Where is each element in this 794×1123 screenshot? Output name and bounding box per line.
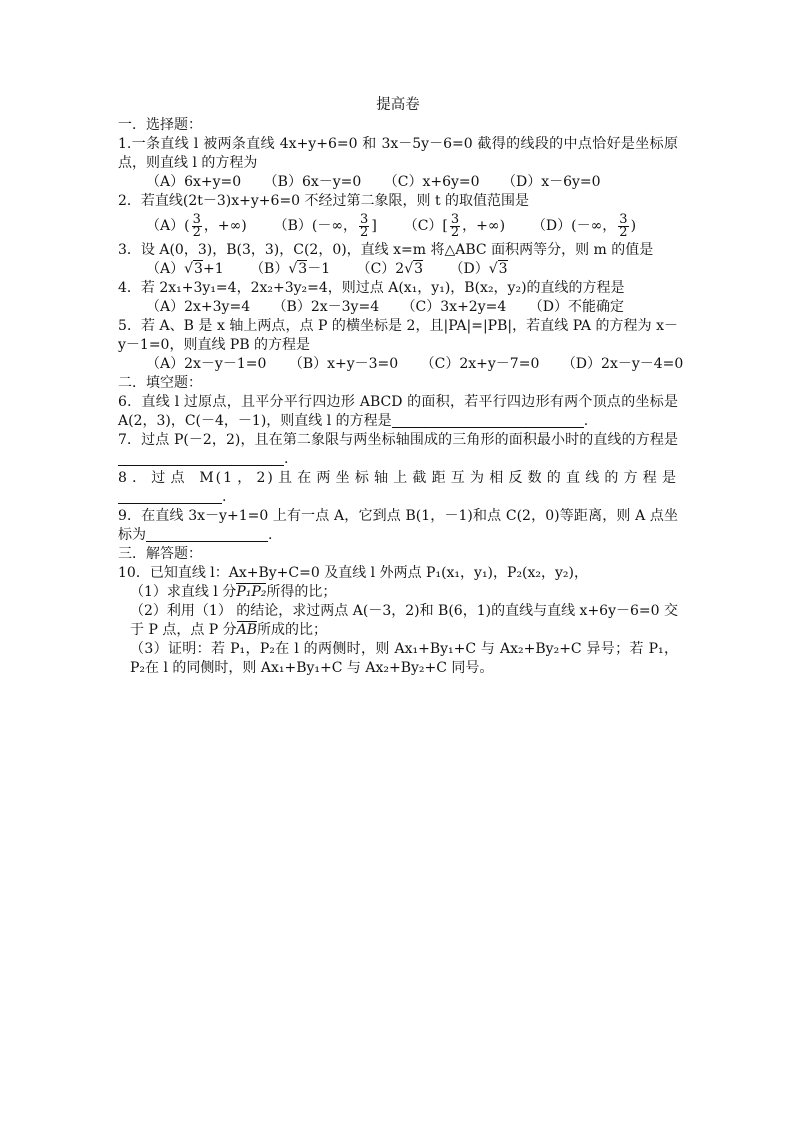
option-b: （B）(－∞， $\frac{3}{2}$ ] <box>273 211 377 240</box>
option-c: （C）3x+2y=4 <box>401 299 507 315</box>
question-3-options <box>118 260 678 279</box>
option-b: （B）6x－y=0 <box>263 174 362 190</box>
question-4-options <box>118 298 678 317</box>
option-a: （A）√3+1 <box>146 261 224 277</box>
question-5-options <box>118 355 684 374</box>
question-9: 9．在直线 3x－y+1=0 上有一点 A，它到点 B(1，－1)和点 C(2，0)等距离，则 A 点坐标为 . <box>118 508 678 543</box>
option-d: （D）2x－y－4=0 <box>561 356 684 372</box>
option-a: （A）( $\frac{3}{2}$ ，+∞) <box>146 211 247 240</box>
fraction: $\frac{3}{2}$ <box>450 211 460 240</box>
option-b: （B）x+y－3=0 <box>288 356 399 372</box>
section-heading-fill: 二．填空题： <box>118 375 202 391</box>
question-4: 4．若 2x₁+3y₁=4，2x₂+3y₂=4，则过点 A(x₁，y₁)，B(x₂，y₂)的直线的方程是 <box>118 280 625 296</box>
exam-page <box>118 96 684 678</box>
option-c: （C）x+6y=0 <box>383 174 480 190</box>
page-title: 提高卷 <box>376 97 420 113</box>
question-8: 8．过点 M(1，2)且在两坐标轴上截距互为相反数的直线的方程是. <box>118 470 678 505</box>
section-heading-solve: 三．解答题： <box>118 546 202 562</box>
answer-blank[interactable] <box>392 413 584 428</box>
option-c: （C）2x+y－7=0 <box>420 356 540 372</box>
option-b: （B）2x－3y=4 <box>272 299 380 315</box>
fraction: $\frac{3}{2}$ <box>619 211 628 240</box>
option-c: （C）2√3 <box>356 261 424 277</box>
question-10: 10．已知直线 l：Ax+By+C=0 及直线 l 外两点 P₁(x₁，y₁)，P₂(x₂，y₂)， <box>118 565 589 581</box>
question-10-part-3: （3）证明：若 P₁，P₂在 l 的两侧时，则 Ax₁+By₁+C 与 Ax₂+By₂+C 异号；若 P₁，P₂在 l 的同侧时，则 Ax₁+By₁+C 与 Ax₂+By₂+C 同号。 <box>130 641 678 676</box>
answer-blank[interactable] <box>118 489 222 504</box>
answer-blank[interactable] <box>118 451 284 466</box>
fraction: $\frac{3}{2}$ <box>360 211 369 240</box>
answer-blank[interactable] <box>146 527 268 542</box>
question-10-part-1: （1）求直线 l 分P₁P₂所得的比； <box>130 584 337 600</box>
question-7: 7．过点 P(－2，2)，且在第二象限与两坐标轴围成的三角形的面积最小时的直线的方程是. <box>118 432 678 467</box>
question-1: 1.一条直线 l 被两条直线 4x+y+6=0 和 3x－5y－6=0 截得的线段的中点恰好是坐标原点，则直线 l 的方程为 <box>118 136 678 171</box>
section-heading-choice: 一．选择题： <box>118 117 202 133</box>
vector-p1p2: P₁P₂ <box>236 584 267 600</box>
vector-ab: AB <box>236 622 258 638</box>
question-2: 2．若直线(2t－3)x+y+6=0 不经过第二象限，则 t 的取值范围是 <box>118 193 530 209</box>
option-a: （A）2x+3y=4 <box>146 299 251 315</box>
question-10-part-2: （2）利用（1） 的结论，求过两点 A(－3，2)和 B(6，1)的直线与直线 x+6y－6=0 交于 P 点，点 P 分AB所成的比； <box>130 603 678 638</box>
fraction: $\frac{3}{2}$ <box>192 211 201 240</box>
question-6: 6．直线 l 过原点，且平分平行四边形 ABCD 的面积，若平行四边形有两个顶点的坐标是 A(2，3)，C(－4，－1)，则直线 l 的方程是 . <box>118 394 678 429</box>
question-2-options <box>118 211 678 241</box>
option-a: （A）6x+y=0 <box>146 174 242 190</box>
option-d: （D）不能确定 <box>528 299 624 315</box>
option-a: （A）2x－y－1=0 <box>146 356 267 372</box>
option-d: （D）x－6y=0 <box>502 174 601 190</box>
question-3: 3．设 A(0，3)，B(3，3)，C(2，0)，直线 x=m 将△ABC 面积两等分，则 m 的值是 <box>118 242 654 258</box>
question-1-options <box>118 173 678 192</box>
option-d: （D）√3 <box>449 261 508 277</box>
option-c: （C）[ $\frac{3}{2}$ ，+∞) <box>403 211 506 240</box>
option-b: （B）√3－1 <box>250 261 331 277</box>
question-5: 5．若 A、B 是 x 轴上两点，点 P 的横坐标是 2，且|PA|=|PB|，若直线 PA 的方程为 x－y－1=0，则直线 PB 的方程是 <box>118 318 678 353</box>
option-d: （D）(－∞， $\frac{3}{2}$ ) <box>531 211 637 240</box>
